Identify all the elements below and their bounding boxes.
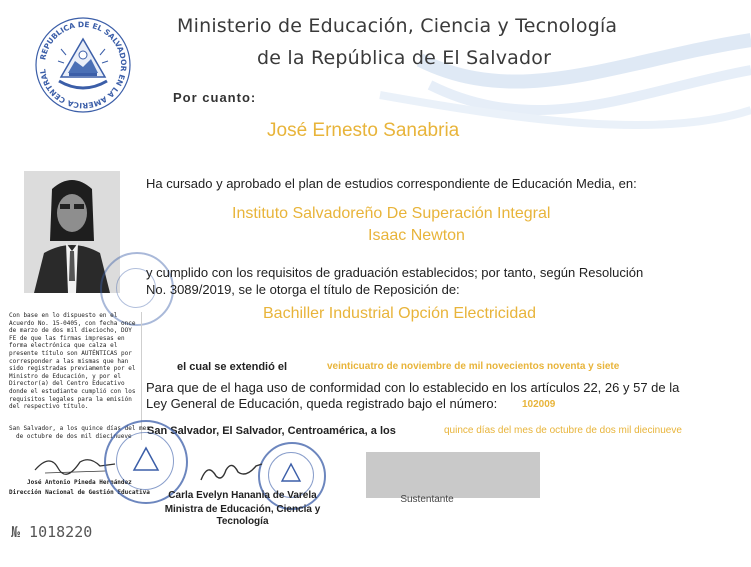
- por-cuanto-label: Por cuanto:: [173, 90, 257, 105]
- place-date: quince días del mes de octubre de dos mil diecinueve: [444, 425, 682, 436]
- side-note-line: forma electrónica que calza el: [9, 342, 118, 350]
- institution-line2: Isaac Newton: [368, 227, 465, 244]
- side-note-line: Acuerdo No. 15-0405, con fecha once: [9, 319, 136, 327]
- side-note-line: requisitos legales para la emisión: [9, 395, 132, 403]
- side-note-line: de marzo de dos mil dieciocho, DOY: [9, 327, 132, 335]
- national-seal: [33, 15, 133, 115]
- side-note-line: donde el estudiante cumplió con los: [9, 387, 136, 395]
- director-name: José Antonio Pineda Hernández: [27, 479, 132, 486]
- text-conformidad-line2: Ley General de Educación, queda registrado bajo el número:: [146, 396, 498, 411]
- side-note-line: sido registradas previamente por el: [9, 365, 136, 373]
- side-note-line: corresponder a las mismas que han: [9, 357, 129, 365]
- text-requisitos-line1: y cumplido con los requisitos de graduación establecidos; por tanto, según Resolución: [146, 265, 644, 280]
- student-name: José Ernesto Sanabria: [267, 120, 460, 141]
- degree-title: Bachiller Industrial Opción Electricidad: [263, 305, 537, 322]
- minister-signature: [196, 452, 266, 487]
- minister-title-line1: Ministra de Educación, Ciencia y: [164, 504, 321, 515]
- side-note-line: presente título son AUTÉNTICAS por: [9, 349, 132, 357]
- sustentante-label: Sustentante: [400, 494, 454, 505]
- minister-name: Carla Evelyn Hanania de Varela: [168, 490, 317, 501]
- place-label: San Salvador, El Salvador, Centroamérica, a los: [147, 425, 396, 437]
- side-note-line: Ministro de Educación, y por el: [9, 372, 121, 380]
- text-conformidad-line1: Para que de el haga uso de conformidad con lo establecido en los artículos 22, 26 y 57 de la: [146, 380, 680, 395]
- redacted-signature-box: [366, 452, 540, 498]
- serial-number: № 1018220: [11, 523, 93, 541]
- seal-text: REPUBLICA DE EL SALVADOR EN LA AMERICA CENTRAL: [38, 19, 129, 111]
- text-requisitos-line2: No. 3089/2019, se le otorga el título de Reposición de:: [146, 282, 460, 297]
- side-note-line: FE de que las firmas impresas en: [9, 334, 125, 342]
- registration-number: 102009: [522, 399, 556, 410]
- extended-date: veinticuatro de noviembre de mil novecientos noventa y siete: [327, 361, 620, 372]
- side-note-line: del respectivo título.: [9, 403, 89, 411]
- extended-label: el cual se extendió el: [177, 361, 288, 373]
- institution-line1: Instituto Salvadoreño De Superación Integral: [232, 205, 551, 222]
- side-note-date-line2: de octubre de dos mil diecinueve: [16, 433, 132, 440]
- side-note: [9, 312, 142, 440]
- minister-title-line2: Tecnología: [216, 516, 269, 527]
- side-note-date-line1: San Salvador, a los quince días del mes: [9, 425, 150, 432]
- ministry-title-line2: de la República de El Salvador: [257, 47, 552, 69]
- director-title: Dirección Nacional de Gestión Educativa: [9, 489, 150, 496]
- text-cursado: Ha cursado y aprobado el plan de estudios correspondiente de Educación Media, en:: [146, 176, 637, 191]
- side-note-line: Director(a) del Centro Educativo: [9, 380, 125, 388]
- ministry-title-line1: Ministerio de Educación, Ciencia y Tecnología: [177, 15, 618, 37]
- side-note-line: Con base en lo dispuesto en el: [9, 312, 118, 319]
